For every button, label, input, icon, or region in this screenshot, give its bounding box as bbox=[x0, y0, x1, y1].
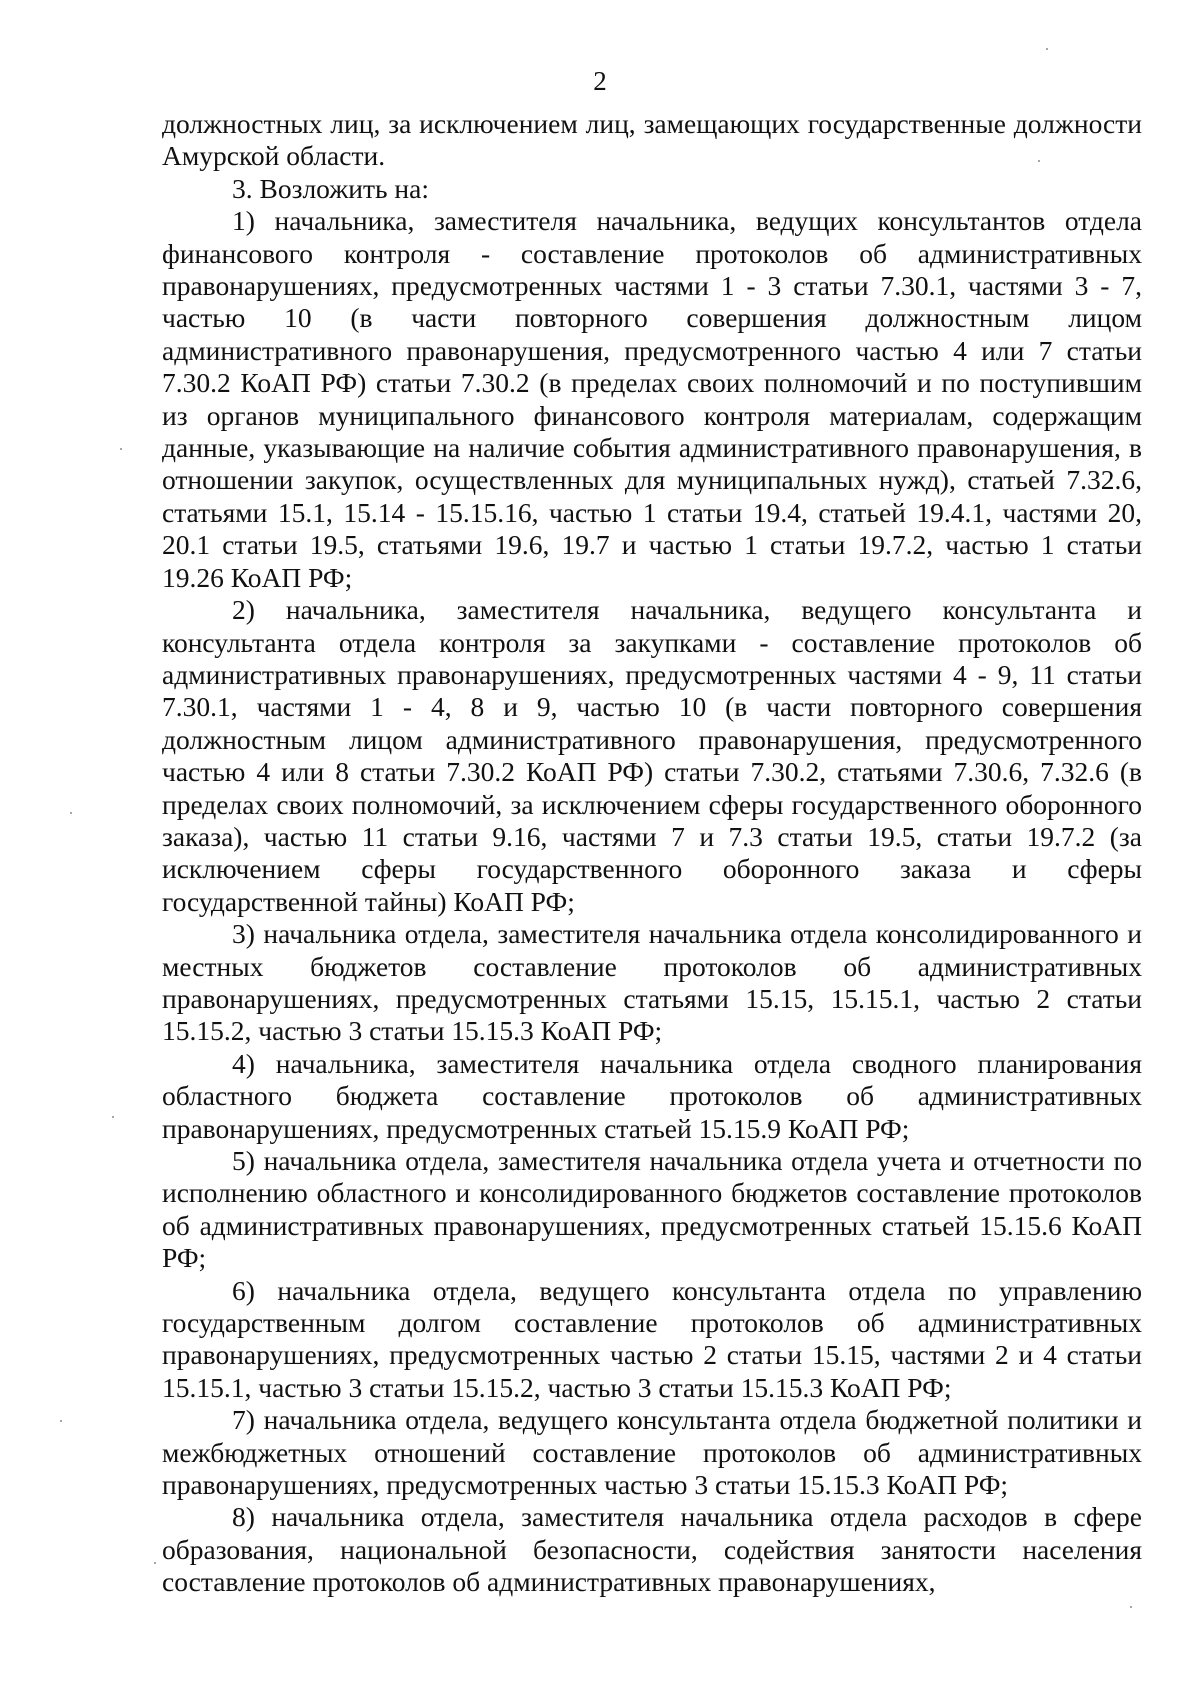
paragraph-continuation: должностных лиц, за исключением лиц, замещающих государственные должности Амурской области. bbox=[162, 108, 1142, 172]
scan-speck bbox=[1046, 48, 1048, 50]
paragraph-item-3: 3. Возложить на: bbox=[232, 172, 429, 204]
paragraph-subitem-2: 2) начальника, заместителя начальника, ведущего консультанта и консультанта отдела контроля за закупками - составление протоколов об административных правонарушениях, предусмотренных частями 4 - 9, 11 статьи 7.30.1, частями 1 - 4, 8 и 9, частью 10 (в части повторного совершения должностным лицом административного правонарушения, предусмотренного частью 4 или 8 статьи 7.30.2 КоАП РФ) статьи 7.30.2, статьями 7.30.6, 7.32.6 (в пределах своих полномочий, за исключением сферы государственного оборонного заказа), частью 11 статьи 9.16, частями 7 и 7.3 статьи 19.5, статьи 19.7.2 (за исключением сферы государственного оборонного заказа и сферы государственной тайны) КоАП РФ; bbox=[162, 594, 1142, 917]
scan-speck bbox=[112, 1116, 114, 1118]
document-body bbox=[162, 108, 1142, 1599]
paragraph-subitem-8: 8) начальника отдела, заместителя начальника отдела расходов в сфере образования, национальной безопасности, содействия занятости населения составление протоколов об административных правонарушениях, bbox=[162, 1501, 1142, 1598]
paragraph-subitem-4: 4) начальника, заместителя начальника отдела сводного планирования областного бюджета составление протоколов об административных правонарушениях, предусмотренных статьей 15.15.9 КоАП РФ; bbox=[162, 1047, 1142, 1144]
paragraph-subitem-7: 7) начальника отдела, ведущего консультанта отдела бюджетной политики и межбюджетных отношений составление протоколов об административных правонарушениях, предусмотренных частью 3 статьи 15.15.3 КоАП РФ; bbox=[162, 1404, 1142, 1501]
paragraph-subitem-3: 3) начальника отдела, заместителя начальника отдела консолидированного и местных бюджетов составление протоколов об административных правонарушениях, предусмотренных статьями 15.15, 15.15.1, частью 2 статьи 15.15.2, частью 3 статьи 15.15.3 КоАП РФ; bbox=[162, 918, 1142, 1047]
scan-speck bbox=[154, 1562, 156, 1564]
page-number: 2 bbox=[593, 66, 607, 96]
paragraph-subitem-5: 5) начальника отдела, заместителя начальника отдела учета и отчетности по исполнению областного и консолидированного бюджетов составление протоколов об административных правонарушениях, предусмотренных статьей 15.15.6 КоАП РФ; bbox=[162, 1145, 1142, 1274]
scan-speck bbox=[120, 448, 122, 450]
scan-speck bbox=[1038, 160, 1040, 162]
paragraph-subitem-6: 6) начальника отдела, ведущего консультанта отдела по управлению государственным долгом составление протоколов об административных правонарушениях, предусмотренных частью 2 статьи 15.15, частями 2 и 4 статьи 15.15.1, частью 3 статьи 15.15.2, частью 3 статьи 15.15.3 КоАП РФ; bbox=[162, 1274, 1142, 1403]
scan-speck bbox=[1130, 1606, 1132, 1608]
paragraph-subitem-1: 1) начальника, заместителя начальника, ведущих консультантов отдела финансового контроля - составление протоколов об административных правонарушениях, предусмотренных частями 1 - 3 статьи 7.30.1, частями 3 - 7, частью 10 (в части повторного совершения должностным лицом административного правонарушения, предусмотренного частью 4 или 7 статьи 7.30.2 КоАП РФ) статьи 7.30.2 (в пределах своих полномочий и по поступившим из органов муниципального финансового контроля материалам, содержащим данные, указывающие на наличие события административного правонарушения, в отношении закупок, осуществленных для муниципальных нужд), статьей 7.32.6, статьями 15.1, 15.14 - 15.15.16, частью 1 статьи 19.4, статьей 19.4.1, частями 20, 20.1 статьи 19.5, статьями 19.6, 19.7 и частью 1 статьи 19.7.2, частью 1 статьи 19.26 КоАП РФ; bbox=[162, 205, 1142, 593]
scan-speck bbox=[60, 1420, 62, 1422]
scan-speck bbox=[70, 812, 72, 814]
